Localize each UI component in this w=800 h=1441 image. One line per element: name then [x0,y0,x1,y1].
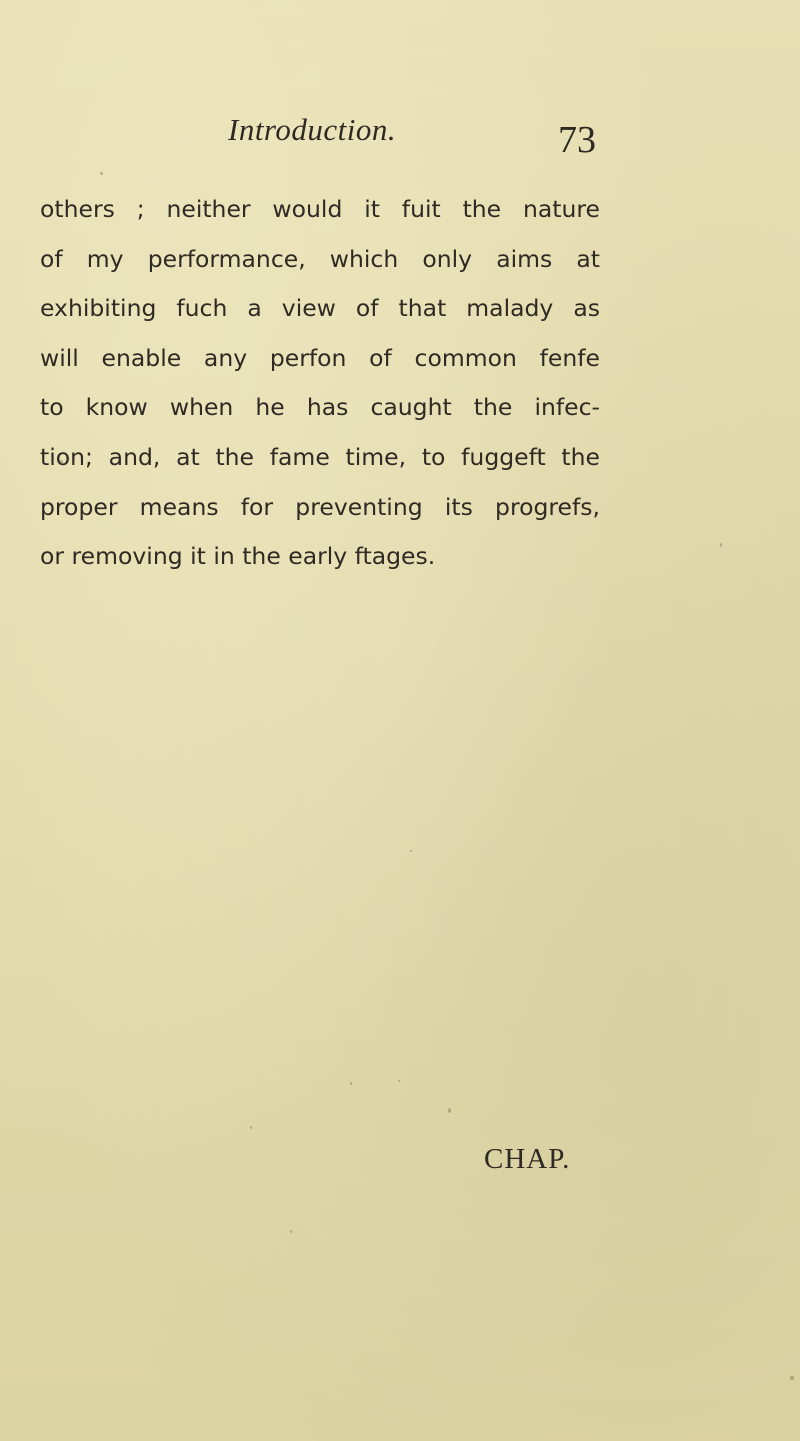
text-line: tion; and, at the fame time, to fuggeft the [40,442,600,471]
paper-speck [720,543,722,547]
paper-speck [290,1230,292,1233]
paper-speck [100,172,103,175]
catchword: CHAP. [484,1143,571,1175]
paper-speck [448,1108,451,1113]
text-line: proper means for preventing its progrefs, [40,492,600,521]
paper-speck [398,1080,400,1082]
running-head: Introduction. [228,112,397,147]
page-number: 73 [558,119,596,161]
text-line: will enable any perfon of common fenfe [40,343,600,372]
paper-speck [60,460,63,464]
paper-speck [410,850,412,852]
text-line: others ; neither would it fuit the nature [40,195,600,223]
body-paragraph [40,185,600,582]
text-line: exhibiting fuch a view of that malady as [40,294,600,323]
text-line: of my performance, which only aims at [40,244,600,273]
paper-speck [350,1082,352,1085]
paper-speck [790,1376,794,1380]
text-line: or removing it in the early ftages. [40,542,436,571]
paper-speck [250,1126,252,1129]
text-line: to know when he has caught the infec- [40,393,600,422]
